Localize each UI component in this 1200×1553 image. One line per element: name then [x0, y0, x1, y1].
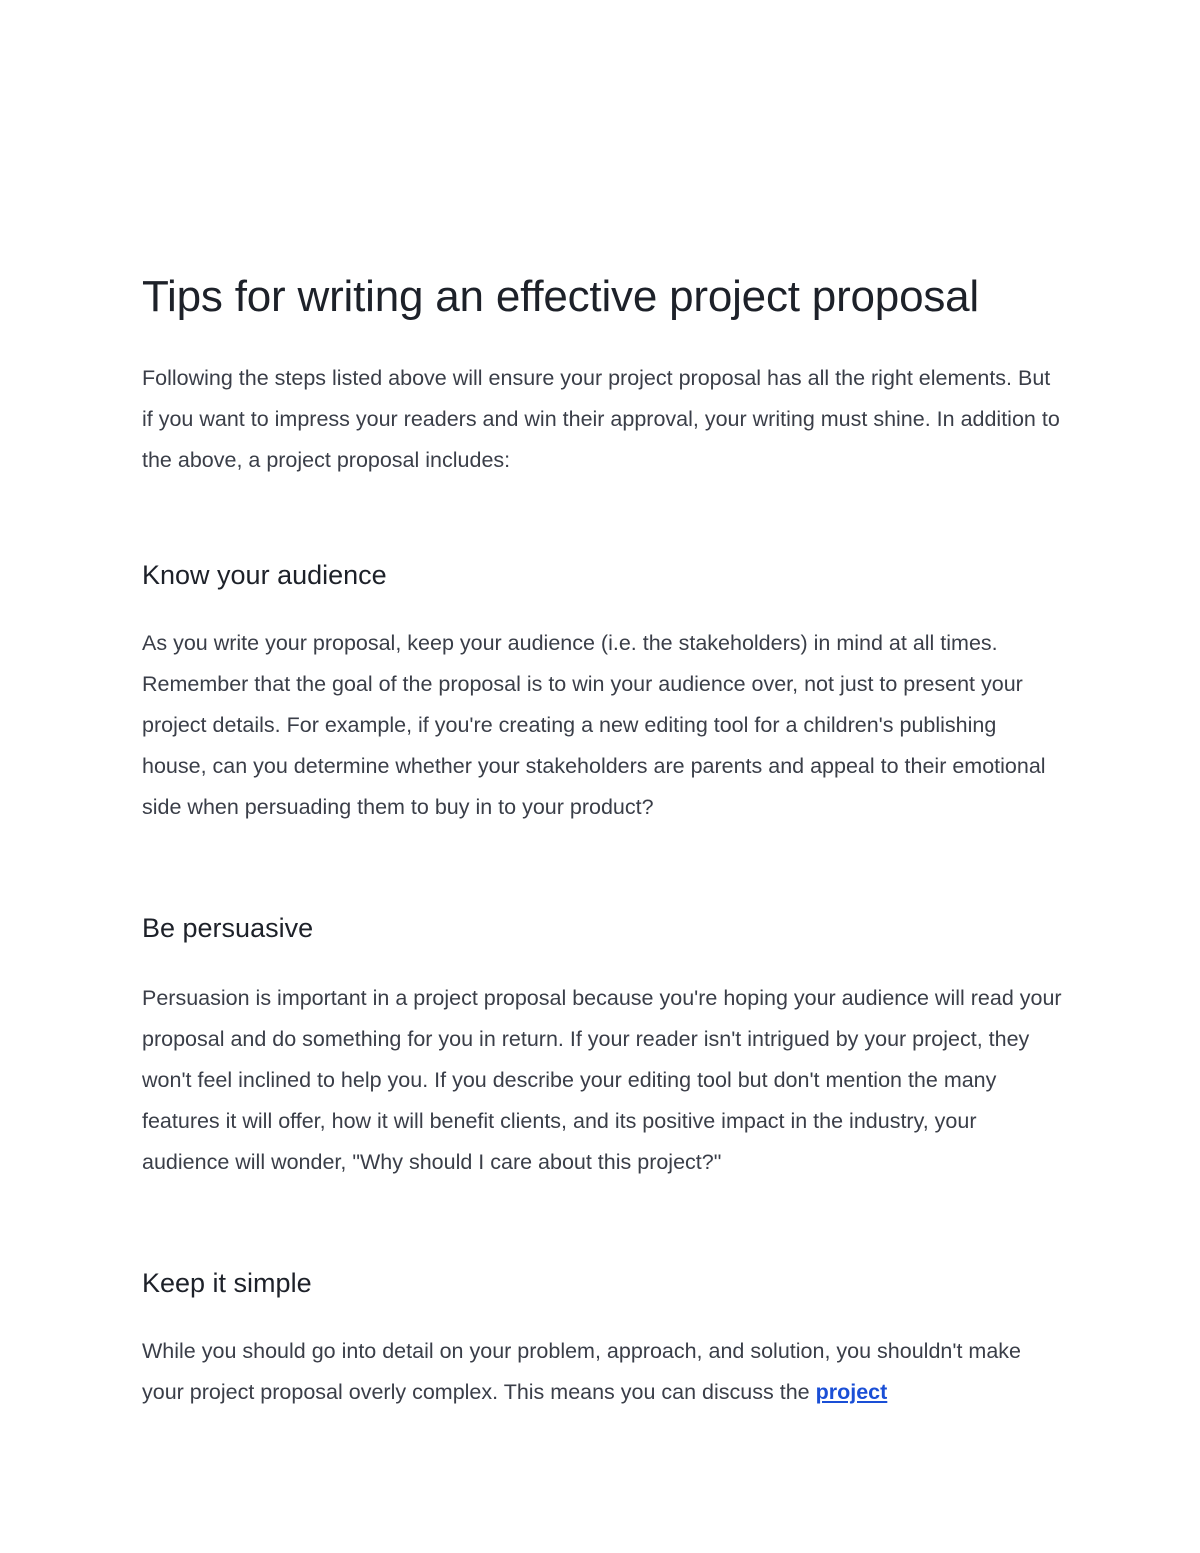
section-body-be-persuasive: Persuasion is important in a project proposal because you're hoping your audience will read your proposal and do something for you in return. If your reader isn't intrigued by your project, they won't feel inclined to help you. If you describe your editing tool but don't mention the many features it will offer, how it will benefit clients, and its positive impact in the industry, your audience will wonder, "Why should I care about this project?": [142, 986, 1062, 1174]
section-heading-know-your-audience: Know your audience: [142, 560, 387, 590]
page-title: Tips for writing an effective project proposal: [142, 272, 979, 321]
section-body-know-your-audience: As you write your proposal, keep your audience (i.e. the stakeholders) in mind at all times. Remember that the goal of the proposal is to win your audience over, not just to present your project details. For example, if you're creating a new editing tool for a children's publishing house, can you determine whether your stakeholders are parents and appeal to their emotional side when persuading them to buy in to your product?: [142, 631, 1046, 819]
intro-paragraph: Following the steps listed above will ensure your project proposal has all the right elements. But if you want to impress your readers and win their approval, your writing must shine. In addition to the above, a project proposal includes:: [142, 366, 1060, 472]
section-heading-be-persuasive: Be persuasive: [142, 913, 314, 943]
project-link[interactable]: project: [815, 1380, 888, 1404]
section-body-text: While you should go into detail on your problem, approach, and solution, you shouldn't make your project proposal overly complex. This means you can discuss the: [142, 1339, 1021, 1404]
section-body-keep-it-simple: [142, 1331, 1062, 1413]
section-heading-keep-it-simple: Keep it simple: [142, 1268, 312, 1298]
document-page: [142, 268, 1062, 1413]
